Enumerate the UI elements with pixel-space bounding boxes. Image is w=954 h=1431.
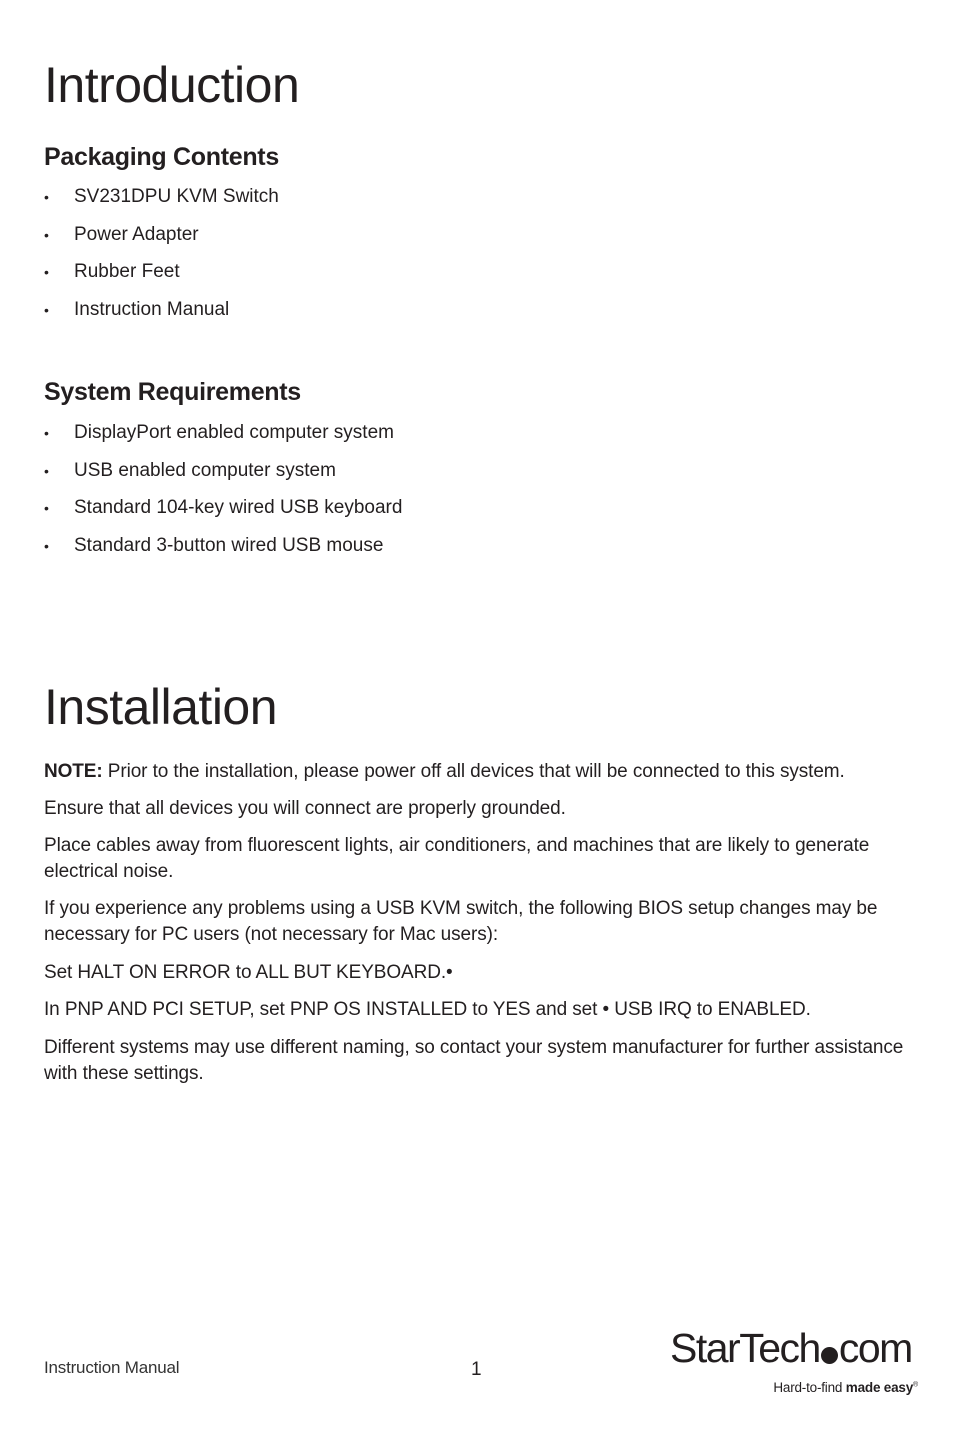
startech-logo xyxy=(670,1325,920,1400)
installation-title: Installation xyxy=(44,679,278,735)
list-item: • Instruction Manual xyxy=(44,298,230,320)
bullet: • xyxy=(44,425,49,441)
installation-paragraph: Set HALT ON ERROR to ALL BUT KEYBOARD.• xyxy=(44,962,453,983)
list-item: • USB enabled computer system xyxy=(44,459,336,481)
bullet: • xyxy=(44,189,49,205)
bullet: • xyxy=(44,537,49,554)
list-item: • Standard 3-button wired USB mouse xyxy=(44,534,384,556)
system-requirements-list xyxy=(44,422,402,572)
packaging-contents-list xyxy=(44,186,279,336)
installation-paragraph: In PNP AND PCI SETUP, set PNP OS INSTALLED to YES and set • USB IRQ to ENABLED. xyxy=(44,999,811,1020)
installation-note xyxy=(44,759,914,785)
list-item: • SV231DPU KVM Switch xyxy=(44,186,279,207)
packaging-contents-heading: Packaging Contents xyxy=(44,143,279,171)
bullet: • xyxy=(44,264,49,281)
note-label: NOTE: xyxy=(44,761,103,782)
list-item: • Power Adapter xyxy=(44,223,199,245)
logo-dot-icon xyxy=(821,1347,838,1364)
bullet: • xyxy=(44,462,49,479)
list-item: • Rubber Feet xyxy=(44,261,180,283)
installation-paragraph: If you experience any problems using a USB KVM switch, the following BIOS setup changes may be necessary for PC users (not necessary for Mac users): xyxy=(44,898,878,945)
bullet: • xyxy=(44,226,49,243)
footer-label: Instruction Manual xyxy=(44,1358,180,1377)
introduction-title: Introduction xyxy=(44,57,300,113)
list-item: • Standard 104-key wired USB keyboard xyxy=(44,497,403,519)
installation-paragraph: Place cables away from fluorescent lights, air conditioners, and machines that are likely to generate electrical noise. xyxy=(44,835,870,882)
logo-wordmark: StarTech com xyxy=(670,1325,912,1371)
note-text: Prior to the installation, please power off all devices that will be connected to this system. xyxy=(102,761,845,782)
bullet: • xyxy=(44,500,49,517)
bullet: • xyxy=(44,301,49,318)
page-number: 1 xyxy=(471,1359,482,1380)
installation-paragraph: Ensure that all devices you will connect are properly grounded. xyxy=(44,798,566,819)
logo-tagline: Hard-to-find made easy® xyxy=(773,1380,918,1395)
system-requirements-heading: System Requirements xyxy=(44,378,301,406)
list-item: • DisplayPort enabled computer system xyxy=(44,422,394,443)
installation-paragraph: Different systems may use different naming, so contact your system manufacturer for further assistance with these settings. xyxy=(44,1037,904,1084)
